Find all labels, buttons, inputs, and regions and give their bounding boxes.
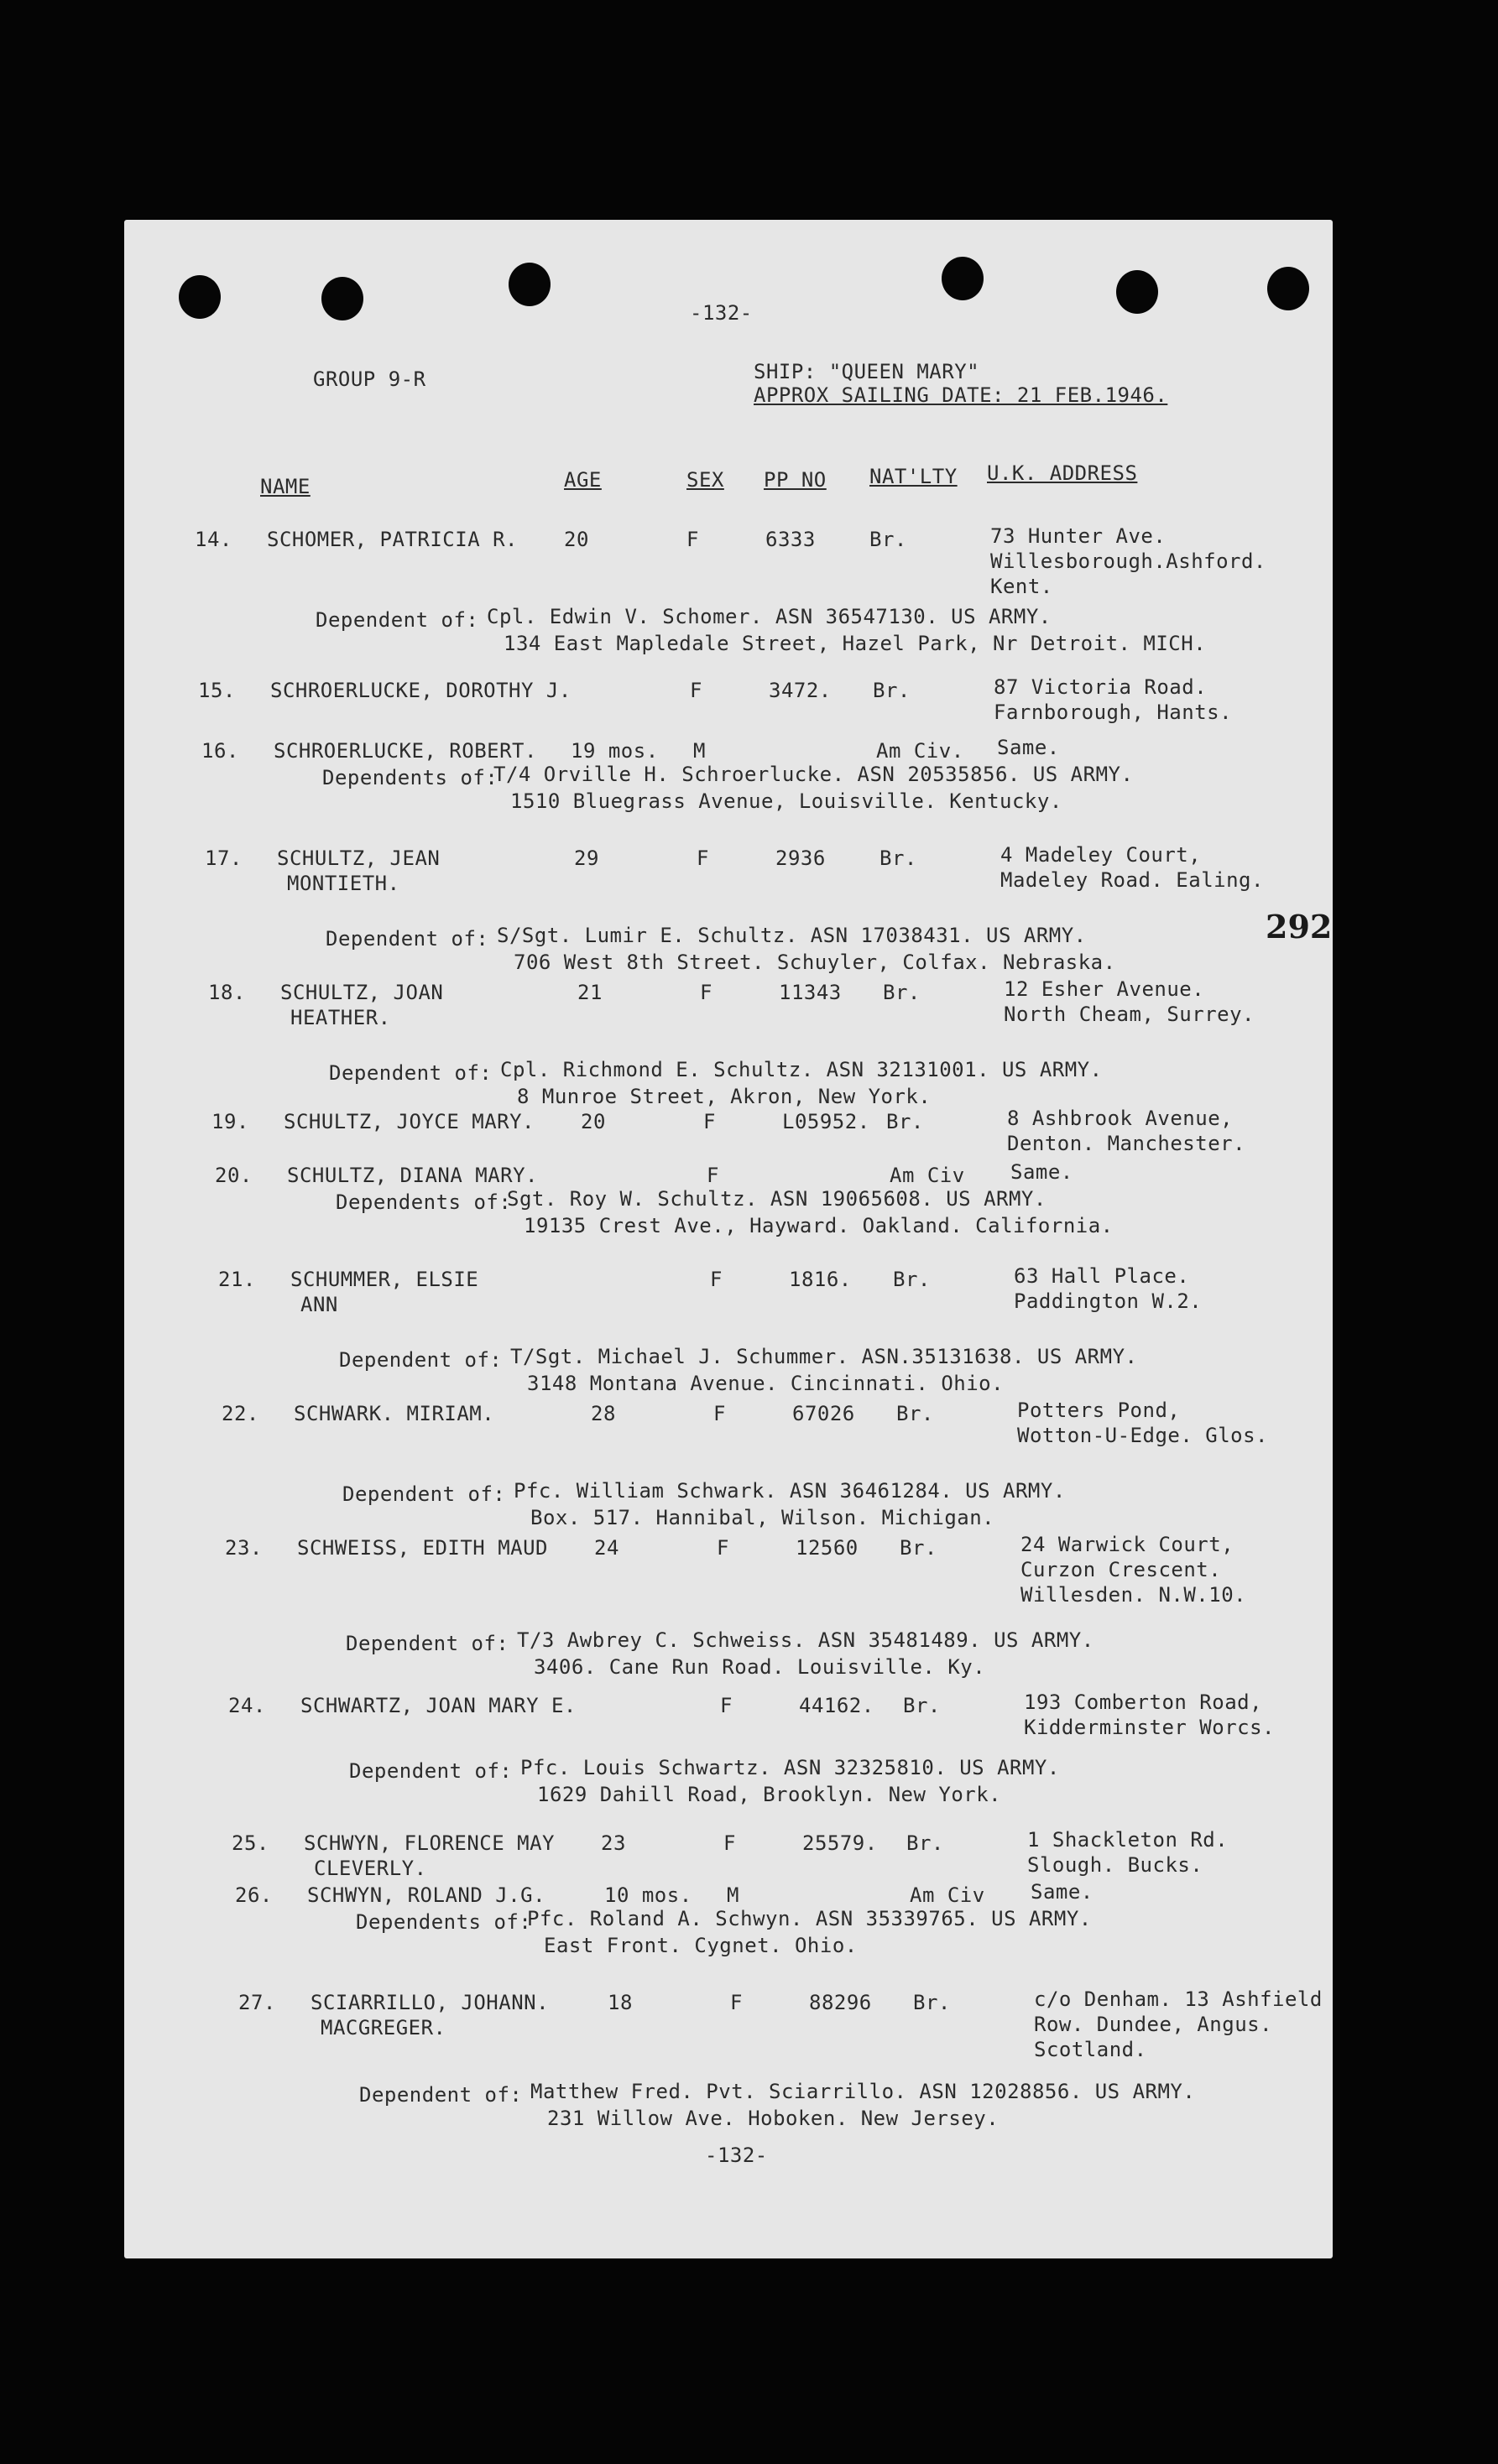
dependent-label: Dependent of: xyxy=(349,1759,513,1783)
entry-nationality: Br. xyxy=(906,1831,944,1855)
dependent-sponsor: Cpl. Edwin V. Schomer. ASN 36547130. US ARMY. xyxy=(487,605,1052,628)
entry-address-line: Farnborough, Hants. xyxy=(994,701,1233,724)
entry-age: 23 xyxy=(601,1831,626,1855)
entry-address-line: Same. xyxy=(1010,1160,1073,1184)
col-uk-address: U.K. ADDRESS xyxy=(987,461,1138,485)
entry-age: 10 mos. xyxy=(604,1883,692,1907)
dependent-sponsor: Pfc. William Schwark. ASN 36461284. US ARMY. xyxy=(514,1479,1066,1503)
entry-name: SCHWEISS, EDITH MAUD xyxy=(297,1536,548,1560)
entry-sex: F xyxy=(723,1831,736,1855)
entry-name: SCHROERLUCKE, ROBERT. xyxy=(274,739,537,763)
entry-number: 25. xyxy=(232,1831,269,1855)
entry-name: SCHUMMER, ELSIE xyxy=(290,1268,479,1291)
col-natlty: NAT'LTY xyxy=(869,465,958,488)
entry-age: 20 xyxy=(581,1110,606,1133)
dependent-sponsor: T/Sgt. Michael J. Schummer. ASN.35131638. US ARMY. xyxy=(510,1345,1138,1368)
entry-name: SCHULTZ, JEAN xyxy=(277,847,441,870)
entry-age: 21 xyxy=(577,981,603,1004)
entry-sex: F xyxy=(713,1402,726,1425)
entry-pp-no: 12560 xyxy=(796,1536,859,1560)
dependent-address: 3148 Montana Avenue. Cincinnati. Ohio. xyxy=(527,1372,1005,1395)
dependent-sponsor: S/Sgt. Lumir E. Schultz. ASN 17038431. US ARMY. xyxy=(497,924,1087,947)
entry-number: 16. xyxy=(201,739,239,763)
sailing-date-line: APPROX SAILING DATE: 21 FEB.1946. xyxy=(754,383,1168,407)
entry-number: 21. xyxy=(218,1268,256,1291)
entry-nationality: Br. xyxy=(900,1536,937,1560)
dependent-address: 19135 Crest Ave., Hayward. Oakland. California. xyxy=(524,1214,1114,1237)
entry-address-line: 8 Ashbrook Avenue, xyxy=(1007,1107,1234,1130)
entry-address-line: Denton. Manchester. xyxy=(1007,1132,1246,1155)
entry-nationality: Br. xyxy=(883,981,921,1004)
punch-hole xyxy=(509,263,551,306)
entry-address-line: Wotton-U-Edge. Glos. xyxy=(1017,1424,1268,1447)
entry-number: 14. xyxy=(195,528,232,551)
entry-address-line: North Cheam, Surrey. xyxy=(1004,1003,1255,1026)
entry-name: SCHWARTZ, JOAN MARY E. xyxy=(300,1694,577,1717)
entry-sex: F xyxy=(703,1110,716,1133)
punch-hole xyxy=(1116,270,1158,314)
entry-name-cont: CLEVERLY. xyxy=(314,1857,427,1880)
dependent-label: Dependent of: xyxy=(339,1348,503,1372)
punch-hole xyxy=(321,277,363,320)
entry-age: 29 xyxy=(574,847,599,870)
col-name: NAME xyxy=(260,475,311,498)
entry-pp-no: 88296 xyxy=(809,1991,872,2014)
group-label: GROUP 9-R xyxy=(313,367,426,391)
entry-number: 27. xyxy=(238,1991,276,2014)
entry-sex: F xyxy=(707,1164,719,1187)
punch-hole xyxy=(942,257,984,300)
entry-address-line: 73 Hunter Ave. xyxy=(990,524,1167,548)
entry-address-line: 87 Victoria Road. xyxy=(994,675,1208,699)
entry-address-line: Scotland. xyxy=(1034,2038,1147,2061)
entry-name: SCHROERLUCKE, DOROTHY J. xyxy=(270,679,572,702)
dependent-address: 134 East Mapledale Street, Hazel Park, Nr Detroit. MICH. xyxy=(504,632,1207,655)
entry-sex: F xyxy=(730,1991,743,2014)
dependent-sponsor: T/3 Awbrey C. Schweiss. ASN 35481489. US ARMY. xyxy=(517,1628,1094,1652)
dependent-address: 8 Munroe Street, Akron, New York. xyxy=(517,1085,932,1108)
dependent-sponsor: Cpl. Richmond E. Schultz. ASN 32131001. US ARMY. xyxy=(500,1058,1103,1081)
page-number-bottom: -132- xyxy=(705,2144,768,2167)
entry-nationality: Br. xyxy=(886,1110,924,1133)
entry-number: 23. xyxy=(225,1536,263,1560)
entry-pp-no: 1816. xyxy=(789,1268,852,1291)
entry-address-line: Row. Dundee, Angus. xyxy=(1034,2013,1273,2036)
entry-nationality: Br. xyxy=(879,847,917,870)
entry-address-line: 4 Madeley Court, xyxy=(1000,843,1202,867)
entry-nationality: Br. xyxy=(913,1991,951,2014)
entry-sex: F xyxy=(720,1694,733,1717)
entry-pp-no: L05952. xyxy=(782,1110,870,1133)
dependent-sponsor: T/4 Orville H. Schroerlucke. ASN 20535856. US ARMY. xyxy=(493,763,1134,786)
entry-nationality: Am Civ xyxy=(910,1883,985,1907)
entry-name-cont: ANN xyxy=(300,1293,338,1316)
entry-name-cont: HEATHER. xyxy=(290,1006,391,1029)
entry-number: 26. xyxy=(235,1883,273,1907)
entry-address-line: 63 Hall Place. xyxy=(1014,1264,1190,1288)
entry-number: 22. xyxy=(222,1402,259,1425)
entry-nationality: Br. xyxy=(893,1268,931,1291)
entry-nationality: Br. xyxy=(903,1694,941,1717)
entry-sex: F xyxy=(710,1268,723,1291)
entry-address-line: 12 Esher Avenue. xyxy=(1004,977,1205,1001)
entry-address-line: Same. xyxy=(1031,1880,1093,1904)
entry-address-line: Kent. xyxy=(990,575,1053,598)
entry-address-line: Slough. Bucks. xyxy=(1027,1853,1203,1877)
entry-name: SCHWYN, ROLAND J.G. xyxy=(307,1883,546,1907)
dependent-label: Dependent of: xyxy=(342,1482,506,1506)
dependent-label: Dependent of: xyxy=(359,2083,523,2107)
dependent-address: 706 West 8th Street. Schuyler, Colfax. Nebraska. xyxy=(514,951,1116,974)
entry-pp-no: 44162. xyxy=(799,1694,874,1717)
dependent-label: Dependent of: xyxy=(326,927,489,951)
entry-address-line: Same. xyxy=(997,736,1060,759)
entry-pp-no: 67026 xyxy=(792,1402,855,1425)
dependent-address: 231 Willow Ave. Hoboken. New Jersey. xyxy=(547,2107,1000,2130)
entry-nationality: Br. xyxy=(869,528,907,551)
col-age: AGE xyxy=(564,468,602,492)
dependent-label: Dependents of: xyxy=(322,766,498,789)
entry-number: 17. xyxy=(205,847,243,870)
dependent-sponsor: Pfc. Louis Schwartz. ASN 32325810. US ARMY. xyxy=(520,1756,1060,1779)
entry-address-line: Potters Pond, xyxy=(1017,1399,1181,1422)
dependent-sponsor: Pfc. Roland A. Schwyn. ASN 35339765. US ARMY. xyxy=(527,1907,1092,1930)
entry-name: SCHULTZ, JOYCE MARY. xyxy=(284,1110,535,1133)
dependent-label: Dependent of: xyxy=(316,608,479,632)
entry-address-line: 193 Comberton Road, xyxy=(1024,1690,1263,1714)
entry-name: SCHWARK. MIRIAM. xyxy=(294,1402,495,1425)
dependent-address: Box. 517. Hannibal, Wilson. Michigan. xyxy=(530,1506,995,1529)
entry-sex: M xyxy=(693,739,706,763)
col-pp-no: PP NO xyxy=(764,468,827,492)
entry-name-cont: MONTIETH. xyxy=(287,872,400,895)
page-number-top: -132- xyxy=(690,301,753,325)
entry-name-cont: MACGREGER. xyxy=(321,2016,446,2039)
entry-number: 15. xyxy=(198,679,236,702)
entry-number: 18. xyxy=(208,981,246,1004)
entry-sex: F xyxy=(690,679,702,702)
entry-name: SCHULTZ, JOAN xyxy=(280,981,444,1004)
dependent-label: Dependents of: xyxy=(356,1910,532,1934)
entry-address-line: Paddington W.2. xyxy=(1014,1289,1203,1313)
entry-name: SCHULTZ, DIANA MARY. xyxy=(287,1164,538,1187)
entry-name: SCHOMER, PATRICIA R. xyxy=(267,528,518,551)
dependent-label: Dependent of: xyxy=(329,1061,493,1085)
entry-nationality: Am Civ. xyxy=(876,739,964,763)
entry-pp-no: 11343 xyxy=(779,981,842,1004)
entry-nationality: Am Civ xyxy=(890,1164,965,1187)
ship-line: SHIP: "QUEEN MARY" xyxy=(754,360,980,383)
entry-age: 19 mos. xyxy=(571,739,659,763)
entry-address-line: Willesden. N.W.10. xyxy=(1020,1583,1247,1607)
entry-address-line: c/o Denham. 13 Ashfield xyxy=(1034,1987,1323,2011)
entry-pp-no: 6333 xyxy=(765,528,816,551)
dependent-address: 3406. Cane Run Road. Louisville. Ky. xyxy=(534,1655,986,1679)
entry-address-line: Madeley Road. Ealing. xyxy=(1000,868,1264,892)
entry-sex: M xyxy=(727,1883,739,1907)
punch-hole xyxy=(179,275,221,319)
entry-address-line: Curzon Crescent. xyxy=(1020,1558,1222,1581)
entry-sex: F xyxy=(686,528,699,551)
entry-pp-no: 2936 xyxy=(775,847,826,870)
dependent-label: Dependents of: xyxy=(336,1190,512,1214)
entry-name: SCHWYN, FLORENCE MAY xyxy=(304,1831,555,1855)
entry-number: 24. xyxy=(228,1694,266,1717)
entry-age: 24 xyxy=(594,1536,619,1560)
dependent-sponsor: Sgt. Roy W. Schultz. ASN 19065608. US ARMY. xyxy=(507,1187,1047,1211)
dependent-sponsor: Matthew Fred. Pvt. Sciarrillo. ASN 12028856. US ARMY. xyxy=(530,2080,1196,2103)
dependent-address: East Front. Cygnet. Ohio. xyxy=(544,1934,858,1957)
entry-pp-no: 3472. xyxy=(769,679,832,702)
entry-address-line: Kidderminster Worcs. xyxy=(1024,1716,1275,1739)
entry-age: 28 xyxy=(591,1402,616,1425)
entry-nationality: Br. xyxy=(873,679,911,702)
dependent-address: 1629 Dahill Road, Brooklyn. New York. xyxy=(537,1783,1002,1806)
dependent-address: 1510 Bluegrass Avenue, Louisville. Kentucky. xyxy=(510,789,1062,813)
entry-sex: F xyxy=(697,847,709,870)
entry-sex: F xyxy=(717,1536,729,1560)
entry-sex: F xyxy=(700,981,712,1004)
entry-address-line: 1 Shackleton Rd. xyxy=(1027,1828,1229,1852)
punch-hole xyxy=(1267,267,1309,310)
entry-address-line: 24 Warwick Court, xyxy=(1020,1533,1234,1556)
dependent-label: Dependent of: xyxy=(346,1632,509,1655)
entry-number: 20. xyxy=(215,1164,253,1187)
entry-address-line: Willesborough.Ashford. xyxy=(990,550,1266,573)
entry-age: 20 xyxy=(564,528,589,551)
side-number-stamp: 292 xyxy=(1266,908,1333,945)
entry-name: SCIARRILLO, JOHANN. xyxy=(311,1991,550,2014)
entry-nationality: Br. xyxy=(896,1402,934,1425)
entry-pp-no: 25579. xyxy=(802,1831,878,1855)
entry-age: 18 xyxy=(608,1991,633,2014)
entry-number: 19. xyxy=(211,1110,249,1133)
col-sex: SEX xyxy=(686,468,724,492)
